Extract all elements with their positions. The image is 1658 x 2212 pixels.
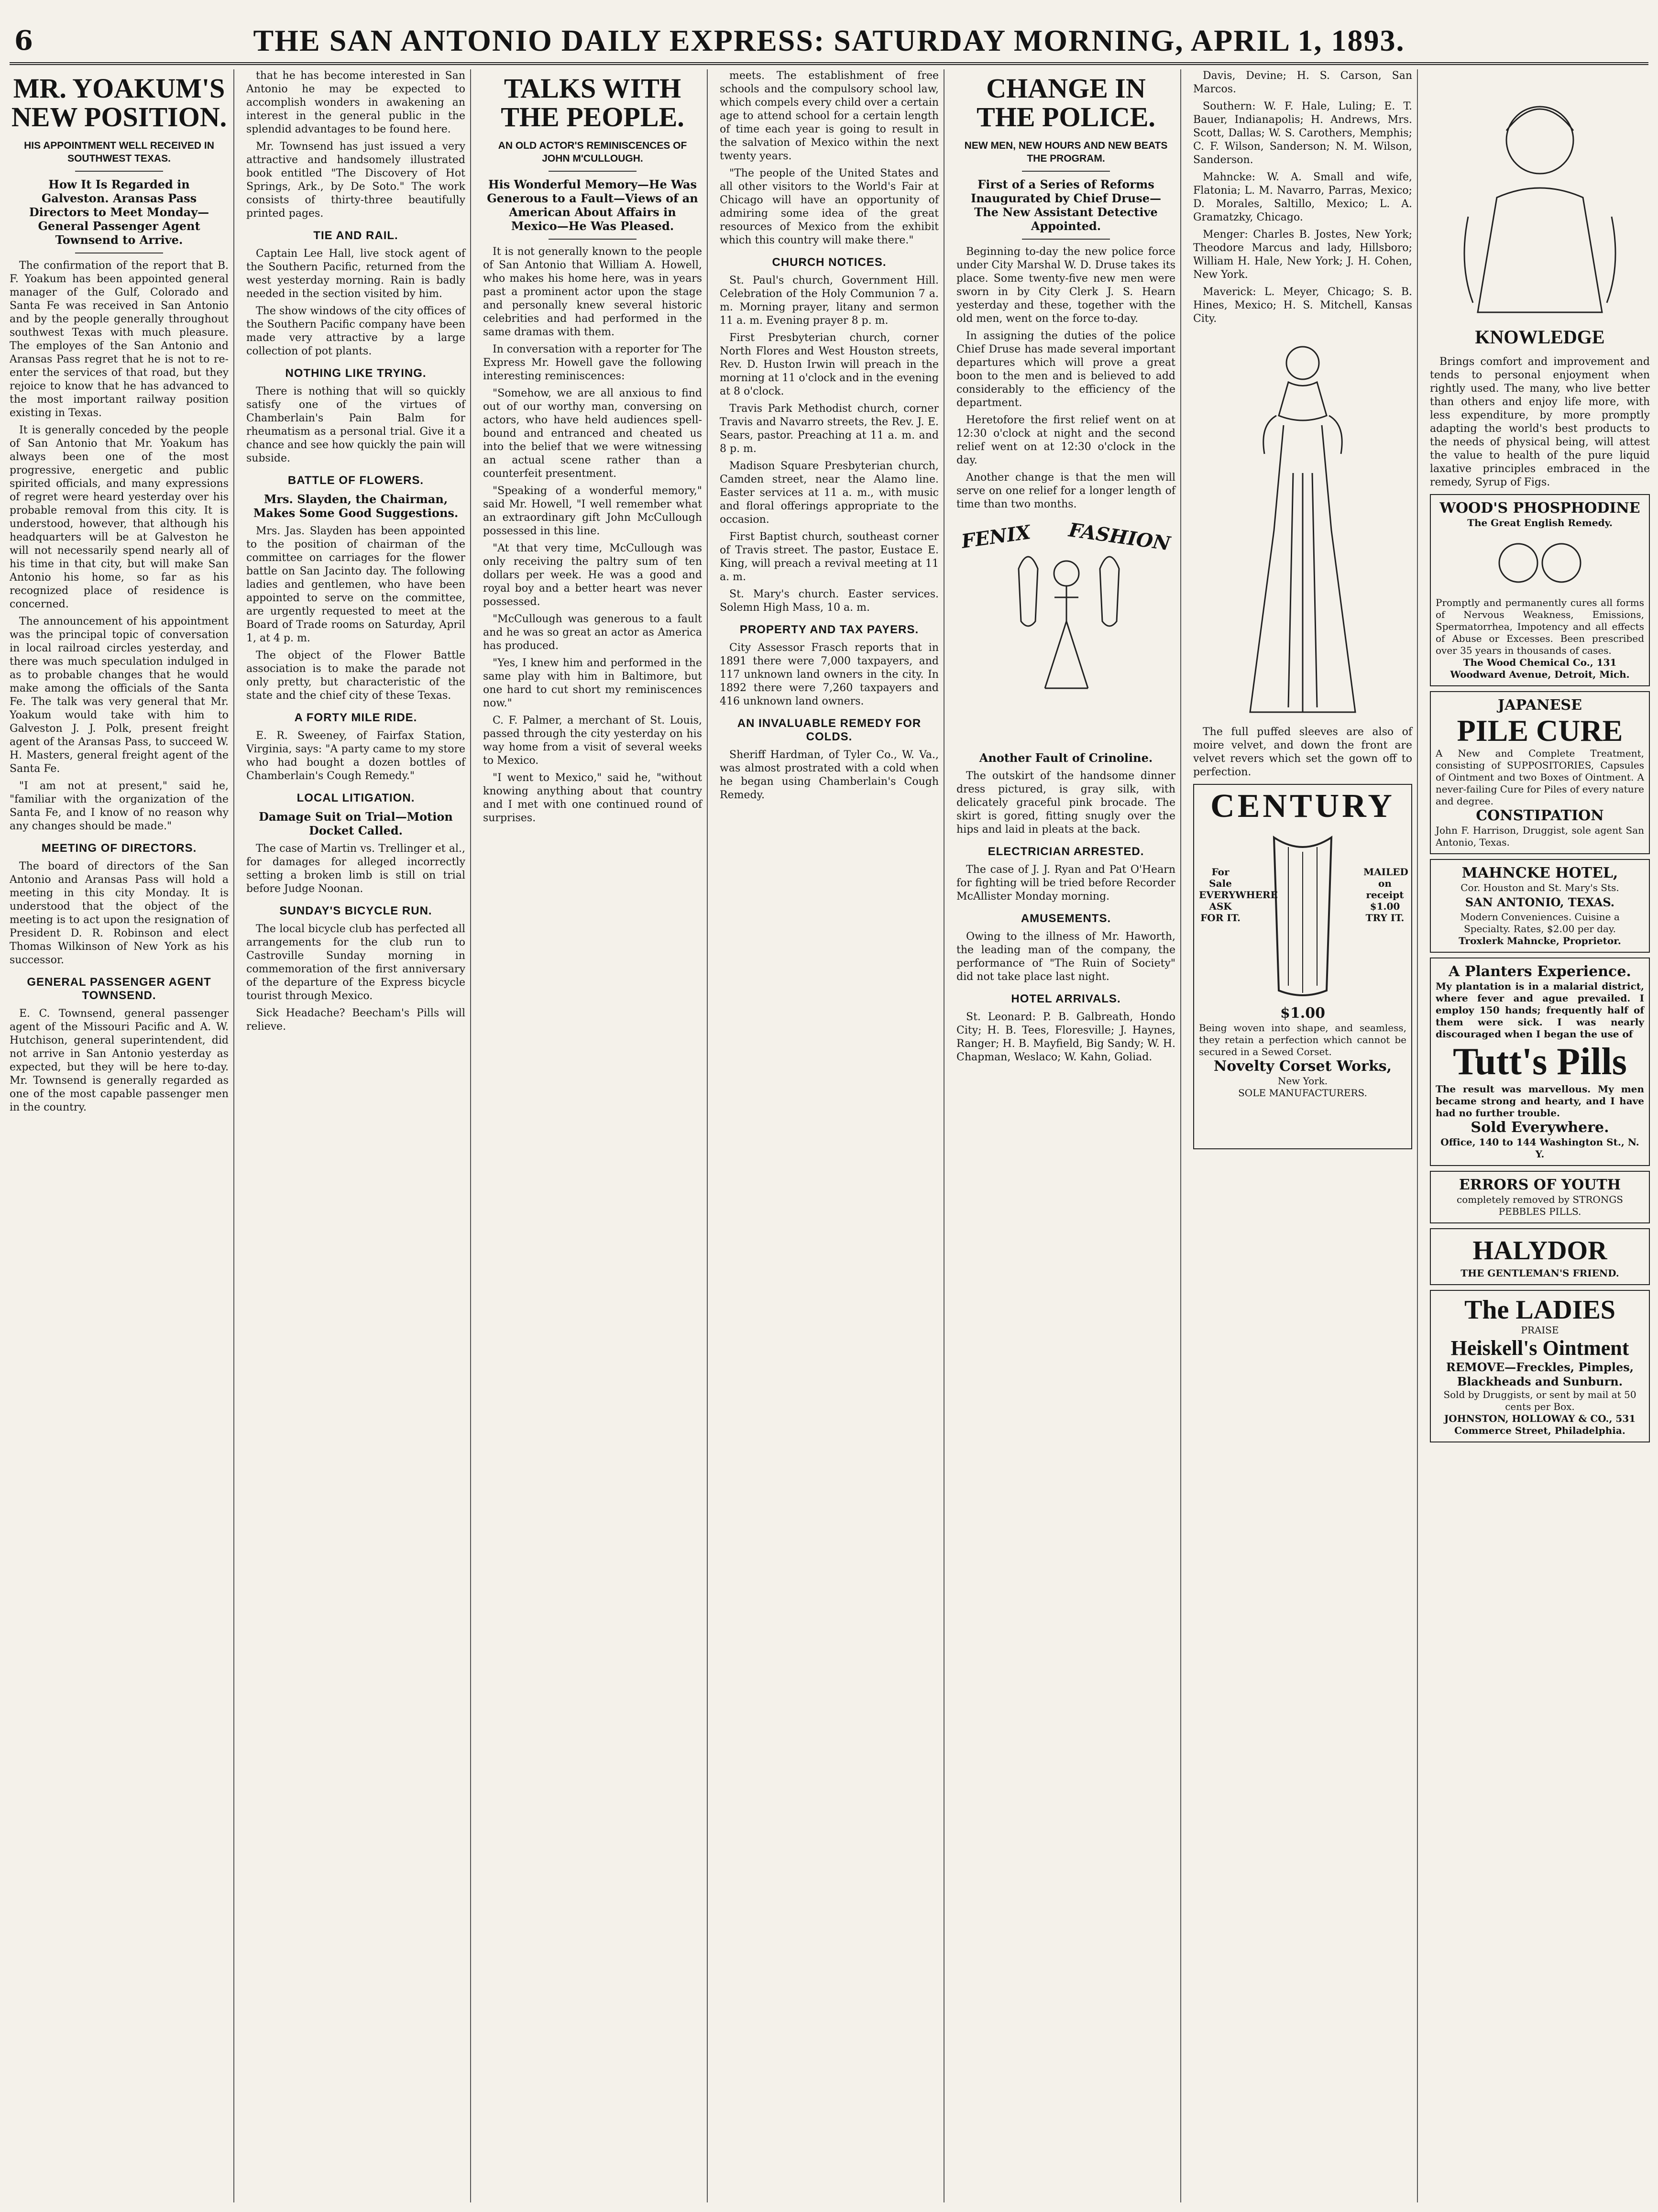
article-paragraph: The local bicycle club has perfected all arrangements for the club run to Castroville Sunday morning in commemoration of the first anniversary of the departure of the Express bicycle tourist through Mexico. — [246, 923, 465, 1002]
article-paragraph: The confirmation of the report that B. F. Yoakum has been appointed general manager of the Gulf, Colorado and Santa Fe was received in San Antonio and by the people generally throughout southwest Texas with much pleasure. The employes of the San Antonio and Aransas Pass regret that he is not to re-enter the services of that road, but they rejoice to know that he has advanced to the most important railway position existing in Texas. — [10, 260, 229, 419]
article-paragraph: First Presbyterian church, corner North Flores and West Houston streets, Rev. D. Huston Irwin will preach in the morning at 11 o'clock and in the evening at 8 o'clock. — [720, 332, 939, 397]
article-paragraph: Captain Lee Hall, live stock agent of the Southern Pacific, returned from the west yesterday morning. Rain is badly needed in the section visited by him. — [246, 248, 465, 300]
divider — [1022, 171, 1109, 172]
corset-price — [1199, 1005, 1406, 1022]
article-paragraph: The board of directors of the San Antonio and Aransas Pass will hold a meeting in this city Monday. It is understood that the object of the meeting is to act upon the resignation of President D. R. Robinson and elect Thomas Wilkinson of New York as his successor. — [10, 860, 229, 966]
ad-tutts-pills — [1430, 957, 1650, 1166]
errors-title: ERRORS OF YOUTH — [1459, 1177, 1621, 1193]
corset-brand: CENTURY — [1210, 788, 1395, 825]
lady-portrait-icon — [1439, 73, 1640, 322]
halydor-body: THE GENTLEMAN'S FRIEND. — [1460, 1267, 1619, 1279]
pile-top: JAPANESE — [1498, 697, 1582, 714]
deck-yoakum: HIS APPOINTMENT WELL RECEIVED IN SOUTHWEST TEXAS. — [24, 140, 214, 164]
section-heading: PROPERTY AND TAX PAYERS. — [739, 623, 919, 636]
ad-pile-cure — [1430, 691, 1650, 854]
article-paragraph: In conversation with a reporter for The Express Mr. Howell gave the following interesting reminiscences: — [483, 343, 702, 382]
hotel-addr: Cor. Houston and St. Mary's Sts. — [1460, 882, 1619, 893]
newspaper-title: THE SAN ANTONIO DAILY EXPRESS: SATURDAY MORNING, APRIL 1, 1893. — [253, 23, 1405, 57]
divider — [549, 171, 636, 172]
column-3 — [483, 69, 708, 2202]
corset-left-text: For Sale EVERYWHERE ASK FOR IT. — [1199, 866, 1278, 924]
corset-note: Being woven into shape, and seamless, they retain a perfection which cannot be secured in a Sewed Corset. — [1199, 1022, 1406, 1057]
hotel-owner: Troxlerk Mahncke, Proprietor. — [1459, 935, 1621, 946]
article-paragraph: The case of J. J. Ryan and Pat O'Hearn for fighting will be tried before Recorder McAllister Monday morning. — [956, 864, 1175, 902]
article-paragraph: "Yes, I knew him and performed in the same play with him in Baltimore, but one hard to cut short my reminiscences now." — [483, 657, 702, 709]
article-paragraph: Mr. Townsend has just issued a very attractive and handsomely illustrated book entitled "The Discovery of Hot Springs, Ark., by De Soto." The work consists of thirty-three beautifully printed pages. — [246, 141, 465, 220]
article-paragraph: There is nothing that will so quickly satisfy one of the virtues of Chamberlain's Pain Balm for rheumatism as a personal trial. Give it a chance and see how quickly the pain will subside. — [246, 385, 465, 464]
gown-caption: The full puffed sleeves are also of moire velvet, and down the front are velvet revers which set the gown off to perfection. — [1193, 726, 1412, 778]
article-paragraph: St. Paul's church, Government Hill. Celebration of the Holy Communion 7 a. m. Morning prayer, litany and sermon 11 a. m. Evening prayer 8 p. m. — [720, 275, 939, 327]
article-paragraph: In assigning the duties of the police Chief Druse has made several important departures which will prove a great boon to the men and is believed to add considerably to the efficiency of the department. — [956, 330, 1175, 409]
article-paragraph: Mahncke: W. A. Small and wife, Flatonia; L. M. Navarro, Parras, Mexico; D. Morales, Saltillo, Mexico; L. A. Gramatzky, Chicago. — [1193, 171, 1412, 223]
errors-body: completely removed by STRONGS PEBBLES PILLS. — [1457, 1194, 1623, 1217]
ad-phosphodine — [1430, 494, 1650, 686]
section-heading: CHURCH NOTICES. — [772, 256, 887, 269]
article-paragraph: The announcement of his appointment was the principal topic of conversation in local railroad circles yesterday, and there was much speculation indulged in as to probable changes that he would make among the officials of the Santa Fe. The talk was very general that Mr. Yoakum would take with him to Galveston J. J. Polk, present freight agent of the Aransas Pass, to succeed W. H. Masters, general freight agent of the Santa Fe. — [10, 616, 229, 775]
divider — [1022, 239, 1109, 240]
heiskell-top: The LADIES — [1464, 1295, 1615, 1325]
section-heading: HOTEL ARRIVALS. — [1011, 992, 1121, 1005]
section-heading: AMUSEMENTS. — [1021, 912, 1111, 925]
article-paragraph: that he has become interested in San Antonio he may be expected to accomplish wonders in awakening an interest in the general public in the splendid advantages to be found here. — [246, 70, 465, 135]
footer-note: Sick Headache? Beecham's Pills will relieve. — [246, 1007, 465, 1033]
phosphodine-body: Promptly and permanently cures all forms of Nervous Weakness, Emissions, Spermatorrhea, Impotency and all effects of Abuse or Excesses. Been prescribed over 35 years in thousands of cases. — [1436, 597, 1644, 656]
article-paragraph: Heretofore the first relief went on at 12:30 o'clock at night and the second relief went on at 12:30 o'clock in the day. — [956, 414, 1175, 466]
pile-dealer: John F. Harrison, Druggist, sole agent San Antonio, Texas. — [1436, 825, 1644, 848]
section-heading: A FORTY MILE RIDE. — [294, 711, 417, 724]
article-paragraph: Southern: W. F. Hale, Luling; E. T. Bauer, Indianapolis; H. Andrews, Mrs. Scott, Dallas; W. S. Carothers, Memphis; C. F. Wilson, Sanderson; N. M. Wilson, Sanderson. — [1193, 100, 1412, 166]
article-paragraph: E. C. Townsend, general passenger agent of the Missouri Pacific and A. W. Hutchison, general superintendent, did not arrive in San Antonio yesterday as expected, but they will be here to-day. Mr. Townsend is generally regarded as one of the most capable passenger men in the country. — [10, 1008, 229, 1113]
phosphodine-sub: The Great English Remedy. — [1467, 517, 1613, 528]
section-heading: NOTHING LIKE TRYING. — [285, 367, 427, 380]
article-paragraph: "I went to Mexico," said he, "without knowing anything about that country and I met with one continued round of surprises. — [483, 772, 702, 824]
column-5 — [956, 69, 1181, 2202]
hotel-title: MAHNCKE HOTEL, — [1461, 865, 1618, 881]
ad-fashion-label: FASHION — [1067, 518, 1172, 555]
article-paragraph: Another change is that the men will serve on one relief for a longer length of time than two months. — [956, 472, 1175, 510]
article-paragraph: It is generally conceded by the people of San Antonio that Mr. Yoakum has always been one of the most progressive, energetic and public spirited officials, and many expressions of regret were heard yesterday over his probable removal from this city. It is understood, however, that although his headquarters will be at Galveston he will not necessarily spend nearly all of his time in that city, but will make San Antonio his home, so far as his recognized place of residence is concerned. — [10, 424, 229, 610]
article-paragraph: Madison Square Presbyterian church, Camden street, near the Alamo line. Easter services at 11 a. m., with music and floral offerings appropriate to the occasion. — [720, 460, 939, 526]
headline-talks: TALKS WITH THE PEOPLE. — [501, 73, 684, 132]
article-paragraph: "Speaking of a wonderful memory," said Mr. Howell, "I well remember what an extraordinary gift John McCullough possessed in this line. — [483, 485, 702, 537]
ad-fenix-label: FENIX — [960, 521, 1032, 553]
deck-police: NEW MEN, NEW HOURS AND NEW BEATS THE PROGRAM. — [964, 140, 1168, 164]
fashion-illustration — [956, 516, 1175, 765]
column-1 — [10, 69, 234, 2202]
before-after-faces-icon — [1492, 532, 1588, 594]
fashion-figures-icon — [956, 516, 1176, 765]
dollar-icon: $ — [1280, 1005, 1290, 1022]
tutt-sold: Sold Everywhere. — [1471, 1119, 1609, 1136]
tutt-brand: Tutt's Pills — [1453, 1041, 1627, 1083]
pile-sub: CONSTIPATION — [1476, 807, 1604, 824]
article-paragraph: C. F. Palmer, a merchant of St. Louis, passed through the city yesterday on his way home from a visit of several weeks to Mexico. — [483, 715, 702, 767]
article-paragraph: Menger: Charles B. Jostes, New York; Theodore Marcus and lady, Hillsboro; William H. Hale, New York; J. H. Cohen, New York. — [1193, 229, 1412, 281]
pile-body: A New and Complete Treatment, consisting of SUPPOSITORIES, Capsules of Ointment and two Boxes of Ointment. A never-failing Cure for Piles of every nature and degree. — [1436, 748, 1644, 807]
ad-errors-of-youth — [1430, 1171, 1650, 1223]
tutt-title: A Planters Experience. — [1449, 963, 1631, 980]
corset-maker: Novelty Corset Works, — [1213, 1058, 1392, 1075]
tutt-office: Office, 140 to 144 Washington St., N. Y. — [1440, 1136, 1639, 1160]
section-heading: TIE AND RAIL. — [313, 229, 398, 242]
article-paragraph: Sheriff Hardman, of Tyler Co., W. Va., was almost prostrated with a cold when he began using Chamberlain's Cough Remedy. — [720, 749, 939, 801]
deck-talks: AN OLD ACTOR'S REMINISCENCES OF JOHN M'CULLOUGH. — [498, 140, 687, 164]
article-paragraph: St. Mary's church. Easter services. Solemn High Mass, 10 a. m. — [720, 588, 939, 614]
divider — [75, 171, 163, 172]
article-paragraph: St. Leonard: P. B. Galbreath, Hondo City; H. B. Tees, Floresville; J. Haynes, Ranger; H. B. Mayfield, Big Sandy; W. H. Chapman, Weslaco; W. Kahn, Goliad. — [956, 1011, 1175, 1063]
ad-heiskells-ointment — [1430, 1290, 1650, 1442]
column-7 — [1430, 69, 1655, 2202]
article-paragraph: Davis, Devine; H. S. Carson, San Marcos. — [1193, 70, 1412, 95]
article-paragraph: City Assessor Frasch reports that in 1891 there were 7,000 taxpayers, and 117 unknown land owners in the city. In 1892 there were 7,260 taxpayers and 416 unknown land owners. — [720, 642, 939, 707]
page-number: 6 — [14, 25, 33, 56]
article-paragraph: Maverick: L. Meyer, Chicago; S. B. Hines, Mexico; H. S. Mitchell, Kansas City. — [1193, 286, 1412, 325]
ad-halydor — [1430, 1228, 1650, 1285]
subhead-police: First of a Series of Reforms Inaugurated by Chief Druse—The New Assistant Detective Appointed. — [971, 177, 1161, 233]
corset-city: New York. — [1277, 1075, 1328, 1087]
corset-price-value: 1.00 — [1290, 1005, 1325, 1022]
heiskell-mid: PRAISE — [1521, 1324, 1559, 1336]
subhead: Damage Suit on Trial—Motion Docket Called. — [259, 810, 453, 837]
article-paragraph: meets. The establishment of free schools and the compulsory school law, which compels every child over a certain age to attend school for a certain length of time each year is going to result in the salvation of Mexico within the next twenty years. — [720, 70, 939, 162]
ad-knowledge-body: Brings comfort and improvement and tends to personal enjoyment when rightly used. The many, who live better than others and enjoy life more, with less expenditure, by more promptly adapting the world's best products to the needs of physical being, will attest the value to health of the pure liquid laxative principles embraced in the remedy, Syrup of Figs. — [1430, 356, 1650, 488]
heiskell-body: REMOVE—Freckles, Pimples, Blackheads and Sunburn. — [1446, 1360, 1634, 1388]
article-paragraph: "At that very time, McCullough was only receiving the paltry sum of ten dollars per week. He was a good and royal boy and a better heart was never possessed. — [483, 542, 702, 608]
ad-knowledge-title: KNOWLEDGE — [1475, 326, 1605, 348]
article-paragraph: The object of the Flower Battle association is to make the parade not only pretty, but characteristic of the state and the chief city of these Texas. — [246, 649, 465, 702]
section-heading: BATTLE OF FLOWERS. — [287, 474, 424, 487]
headline-police: CHANGE IN THE POLICE. — [977, 73, 1155, 132]
subhead: Mrs. Slayden, the Chairman, Makes Some Good Suggestions. — [253, 492, 459, 520]
article-paragraph: It is not generally known to the people of San Antonio that William A. Howell, who makes his home here, was in years past a prominent actor upon the stage and personally knew several historic celebrities and had performed in the same dramas with them. — [483, 246, 702, 338]
article-paragraph: First Baptist church, southeast corner of Travis street. The pastor, Eustace E. King, will preach a revival meeting at 11 a. m. — [720, 531, 939, 583]
heiskell-sold: Sold by Druggists, or sent by mail at 50 cents per Box. — [1443, 1389, 1636, 1412]
halydor-title: HALYDOR — [1472, 1236, 1607, 1266]
section-heading: AN INVALUABLE REMEDY FOR COLDS. — [737, 717, 922, 743]
article-paragraph: The case of Martin vs. Trellinger et al., for damages for alleged incorrectly setting a broken limb is still on trial before Judge Noonan. — [246, 843, 465, 895]
phosphodine-title: WOOD'S PHOSPHODINE — [1439, 500, 1640, 517]
corset-sole: SOLE MANUFACTURERS. — [1238, 1087, 1367, 1099]
heiskell-company: JOHNSTON, HOLLOWAY & CO., 531 Commerce Street, Philadelphia. — [1444, 1413, 1636, 1436]
page-columns — [10, 69, 1648, 2202]
column-2 — [246, 69, 471, 2202]
article-paragraph: The outskirt of the handsome dinner dress pictured, is gray silk, with delicately graceful pink brocade. The skirt is gored, fitting snugly over the hips and laid in pleats at the back. — [956, 770, 1175, 836]
masthead — [10, 19, 1648, 65]
subhead-talks: His Wonderful Memory—He Was Generous to a Fault—Views of an American About Affairs in Mexico—He Was Pleased. — [487, 177, 698, 233]
article-paragraph: Travis Park Methodist church, corner Travis and Navarro streets, the Rev. J. E. Sears, pastor. Preaching at 11 a. m. and 8 p. m. — [720, 403, 939, 455]
ad-century-corset — [1193, 784, 1412, 1149]
subhead-yoakum: How It Is Regarded in Galveston. Aransas Pass Directors to Meet Monday—General Passenger Agent Townsend to Arrive. — [29, 177, 209, 247]
column-4 — [720, 69, 944, 2202]
divider — [549, 239, 636, 240]
section-heading: MEETING OF DIRECTORS. — [41, 842, 197, 855]
article-paragraph: Beginning to-day the new police force under City Marshal W. D. Druse takes its place. Some twenty-five new men were sworn in by City Clerk J. S. Hearn yesterday and these, together with the old men, went on the force to-day. — [956, 246, 1175, 325]
corset-right-text: MAILED on receipt $1.00 TRY IT. — [1363, 866, 1408, 924]
tutt-body: My plantation is in a malarial district, where fever and ague prevailed. I employ 150 hands; frequently half of them were sick. I was nearly discouraged when I began the use of — [1436, 980, 1644, 1040]
corset-icon — [1255, 828, 1351, 1000]
column-6 — [1193, 69, 1418, 2202]
article-paragraph: The show windows of the city offices of the Southern Pacific company have been made very attractive by a large collection of pot plants. — [246, 305, 465, 357]
article-paragraph: E. R. Sweeney, of Fairfax Station, Virginia, says: "A party came to my store who had bought a dozen bottles of Chamberlain's Cough Remedy." — [246, 730, 465, 782]
hotel-city: SAN ANTONIO, TEXAS. — [1465, 895, 1615, 909]
section-heading: ELECTRICIAN ARRESTED. — [988, 845, 1144, 858]
article-paragraph: Mrs. Jas. Slayden has been appointed to the position of chairman of the committee on carriages for the flower battle on San Jacinto day. The following ladies and gentlemen, who have been appointed to serve on the committee, are urgently requested to meet at the Board of Trade rooms on Saturday, April 1, at 4 p. m. — [246, 525, 465, 644]
article-paragraph: "Somehow, we are all anxious to find out of our worthy man, conversing on actors, who have held audiences spell-bound and entranced and cheated us into the belief that we were witnessing an actual scene rather than a counterfeit presentment. — [483, 387, 702, 480]
article-paragraph: "The people of the United States and all other visitors to the World's Fair at Chicago will have an opportunity of admiring some idea of the great resources of Mexico from the exhibit which this country will make there." — [720, 167, 939, 246]
section-heading: SUNDAY'S BICYCLE RUN. — [279, 904, 432, 917]
fashion-caption: Another Fault of Crinoline. — [979, 751, 1153, 765]
hotel-body: Modern Conveniences. Cuisine a Specialty. Rates, $2.00 per day. — [1460, 911, 1620, 935]
pile-title: PILE CURE — [1457, 714, 1623, 748]
heiskell-title: Heiskell's Ointment — [1450, 1336, 1629, 1360]
gown-illustration-icon — [1231, 330, 1374, 722]
tutt-body2: The result was marvellous. My men became strong and hearty, and I have had no further trouble. — [1436, 1083, 1644, 1119]
article-paragraph: "I am not at present," said he, "familiar with the organization of the Santa Fe, and I know of no reason why any changes should be made." — [10, 780, 229, 832]
phosphodine-company: The Wood Chemical Co., 131 Woodward Avenue, Detroit, Mich. — [1450, 657, 1630, 680]
ad-mahncke-hotel — [1430, 859, 1650, 953]
headline-yoakum: MR. YOAKUM'S NEW POSITION. — [11, 73, 227, 132]
section-heading: GENERAL PASSENGER AGENT TOWNSEND. — [27, 976, 211, 1002]
article-paragraph: Owing to the illness of Mr. Haworth, the leading man of the company, the performance of "The Ruin of Society" did not take place last night. — [956, 931, 1175, 983]
section-heading: LOCAL LITIGATION. — [296, 792, 415, 804]
article-paragraph: "McCullough was generous to a fault and he was so great an actor as America has produced. — [483, 613, 702, 652]
